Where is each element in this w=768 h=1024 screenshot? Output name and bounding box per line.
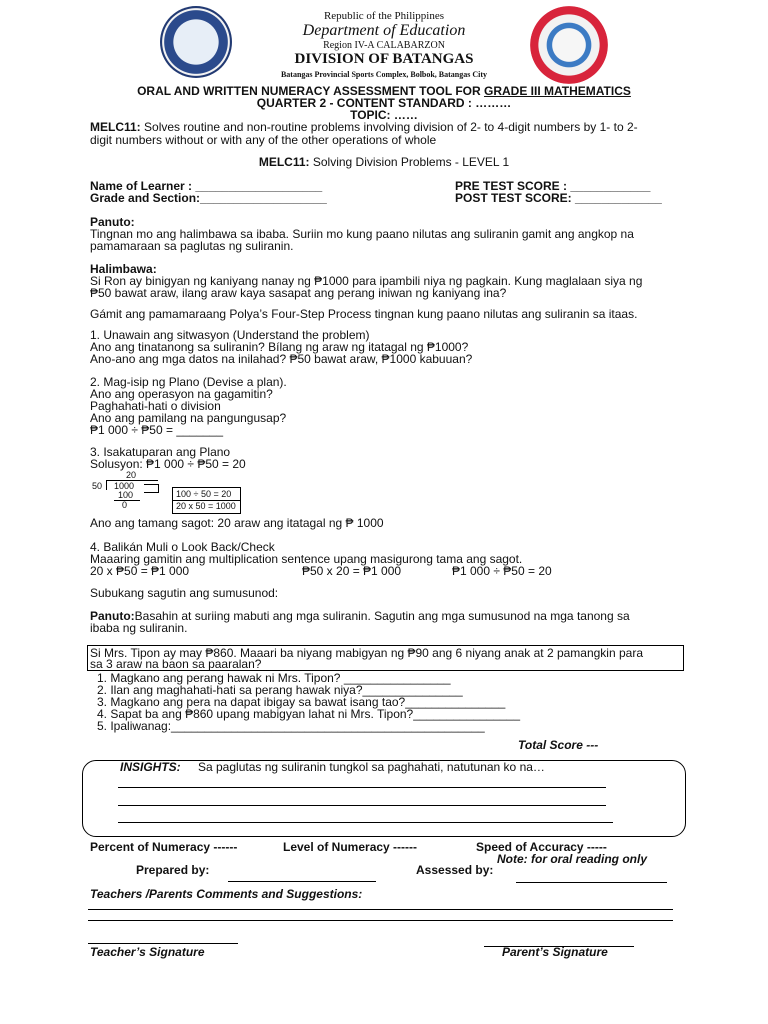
prepared-by-line[interactable]	[228, 881, 376, 882]
step3-answer: Ano ang tamang sagot: 20 araw ang itatagal ng ₱ 1000	[90, 516, 384, 530]
halimbawa-label: Halimbawa:	[90, 262, 157, 276]
question-1[interactable]: 1. Magkano ang perang hawak ni Mrs. Tipon? ________________	[97, 671, 451, 685]
post-test-score-field[interactable]: POST TEST SCORE: _____________	[455, 191, 662, 205]
question-2[interactable]: 2. Ilan ang maghahati-hati sa perang hawak niya?_______________	[97, 683, 463, 697]
title-line1: ORAL AND WRITTEN NUMERACY ASSESSMENT TOOL FOR GRADE III MATHEMATICS	[137, 84, 631, 98]
teacher-signature-label: Teacher’s Signature	[90, 945, 205, 959]
comments-label: Teachers /Parents Comments and Suggestions:	[90, 887, 363, 901]
step2-line4: ₱1 000 ÷ ₱50 = _______	[90, 423, 224, 437]
halimbawa-line1: Si Ron ay binigyan ng kaniyang nanay ng ₱1000 para ipambili niya ng pagkain. Kung maglalaan siya ng	[90, 274, 643, 288]
panuto2-line1: Panuto:Basahin at suriing mabuti ang mga suliranin. Sagutin ang mga sumusunod na mga tanong sa	[90, 609, 630, 623]
ld-dividend: 1000	[114, 481, 135, 491]
percent-of-numeracy: Percent of Numeracy ------	[90, 840, 238, 854]
insights-text: Sa paglutas ng suliranin tungkol sa paghahati, natutunan ko na…	[198, 760, 545, 774]
learner-name-field[interactable]: Name of Learner : ___________________	[90, 179, 323, 193]
oral-reading-note: Note: for oral reading only	[497, 852, 648, 866]
step2-title: 2. Mag-isip ng Plano (Devise a plan).	[90, 375, 287, 389]
panuto-line1: Tingnan mo ang halimbawa sa ibaba. Suriin mo kung paano nilutas ang suliranin gamit ang angkop na	[90, 227, 634, 241]
melc-line2: digit numbers without or with any of the other operations of whole	[90, 133, 437, 147]
question-5[interactable]: 5. Ipaliwanag:_______________________________________________	[97, 719, 485, 733]
step2-line2: Paghahati-hati o division	[90, 399, 221, 413]
insights-answer-line-3[interactable]	[118, 822, 613, 823]
prepared-by-label: Prepared by:	[136, 863, 210, 877]
problem-line1: Si Mrs. Tipon ay may ₱860. Maaari ba niyang mabigyan ng ₱90 ang 6 niyang anak at 2 pamangkin para	[90, 646, 644, 660]
step3-solution: Solusyon: ₱1 000 ÷ ₱50 = 20	[90, 457, 246, 471]
halimbawa-line2: ₱50 bawat araw, ilang araw kaya sasapat ang perang iniwan ng kaniyang ina?	[90, 286, 507, 300]
teacher-signature-line[interactable]	[88, 943, 238, 944]
ld-divisor: 50	[92, 481, 103, 491]
ld-subtract: 100	[118, 490, 134, 500]
grade-section-field[interactable]: Grade and Section:___________________	[90, 191, 327, 205]
insights-label: INSIGHTS:	[120, 760, 181, 774]
step3-title: 3. Isakatuparan ang Plano	[90, 445, 231, 459]
title-line2: QUARTER 2 - CONTENT STANDARD : ………	[256, 96, 512, 110]
assessed-by-line[interactable]	[516, 882, 667, 883]
subukan-text: Subukang sagutin ang sumusunod:	[90, 586, 279, 600]
panuto2-line2: ibaba ng suliranin.	[90, 621, 188, 635]
check-line1: 100 ÷ 50 = 20	[176, 489, 232, 499]
melc-subtitle: MELC11: Solving Division Problems - LEVEL 1	[258, 155, 510, 169]
parent-signature-label: Parent’s Signature	[502, 945, 608, 959]
panuto-line2: pamamaraan sa paglutas ng suliranin.	[90, 239, 294, 253]
speed-of-accuracy: Speed of Accuracy -----	[476, 840, 607, 854]
insights-answer-line-1[interactable]	[118, 787, 606, 788]
panuto-label: Panuto:	[90, 215, 135, 229]
question-4[interactable]: 4. Sapat ba ang ₱860 upang mabigyan lahat ni Mrs. Tipon?________________	[97, 707, 520, 721]
check-box	[172, 487, 241, 514]
header-division: DIVISION OF BATANGAS	[294, 51, 474, 67]
title-topic: TOPIC: ……	[350, 108, 418, 122]
step2-line3: Ano ang pamilang na pangungusap?	[90, 411, 287, 425]
assessed-by-label: Assessed by:	[416, 863, 494, 877]
step4-eq1: 20 x ₱50 = ₱1 000	[90, 564, 190, 578]
total-score-label: Total Score ---	[518, 738, 599, 752]
step1-title: 1. Unawain ang sitwasyon (Understand the problem)	[90, 328, 370, 342]
header-republic: Republic of the Philippines	[323, 10, 445, 22]
check-line2: 20 x 50 = 1000	[176, 501, 236, 511]
insights-answer-line-2[interactable]	[118, 805, 606, 806]
ld-quotient: 20	[126, 470, 137, 480]
polya-instruction: Gámit ang pamamaraang Polya’s Four-Step Process tingnan kung paano nilutas ang suliranin sa itaas.	[90, 307, 638, 321]
header-department: Department of Education	[302, 22, 466, 39]
melc-line1: MELC11: Solves routine and non-routine problems involving division of 2- to 4-digit numbers by 1- to 2-	[90, 120, 638, 134]
problem-line2: sa 3 araw na baon sa paaralan?	[90, 657, 262, 671]
step4-eq2: ₱50 x 20 = ₱1 000	[302, 564, 402, 578]
level-of-numeracy: Level of Numeracy ------	[283, 840, 418, 854]
step4-title: 4. Balikán Muli o Look Back/Check	[90, 540, 275, 554]
step2-line1: Ano ang operasyon na gagamitin?	[90, 387, 273, 401]
step1-line2: Ano-ano ang mga datos na inilahad? ₱50 bawat araw, ₱1000 kabuuan?	[90, 352, 473, 366]
header-address: Batangas Provincial Sports Complex, Bolbok, Batangas City	[280, 70, 488, 79]
question-3[interactable]: 3. Magkano ang pera na dapat ibigay sa bawat isang tao?_______________	[97, 695, 506, 709]
comments-line-1[interactable]	[88, 909, 673, 910]
step4-line1: Maaaring gamitin ang multiplication sentence upang masigurong tama ang sagot.	[90, 552, 523, 566]
header-region: Region IV-A CALABARZON	[323, 40, 445, 51]
long-division-diagram	[92, 470, 172, 510]
comments-line-2[interactable]	[88, 920, 673, 921]
ld-remainder: 0	[122, 500, 128, 510]
step4-eq3: ₱1 000 ÷ ₱50 = 20	[452, 564, 552, 578]
step1-line1: Ano ang tinatanong sa suliranin? Bílang ng araw ng itatagal ng ₱1000?	[90, 340, 469, 354]
pre-test-score-field[interactable]: PRE TEST SCORE : ____________	[455, 179, 651, 193]
